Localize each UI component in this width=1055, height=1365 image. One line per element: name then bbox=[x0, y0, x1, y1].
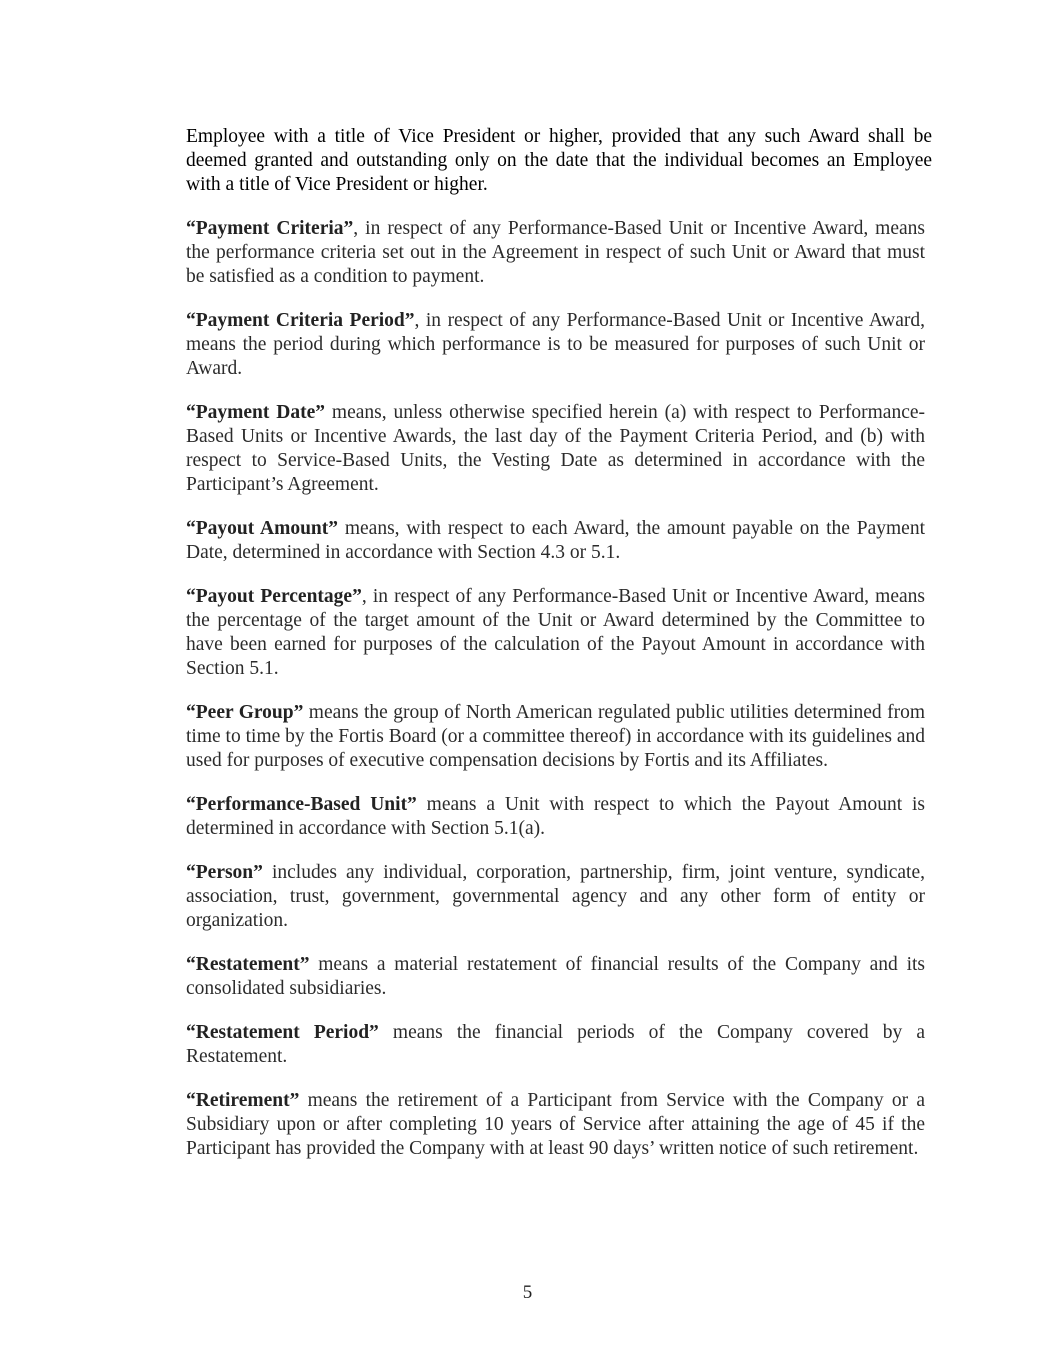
defined-term: “Performance-Based Unit” bbox=[186, 794, 417, 815]
definition-paragraph bbox=[186, 309, 925, 381]
definitions-list bbox=[186, 217, 925, 1161]
intro-paragraph: Employee with a title of Vice President or higher, provided that any such Award shall be deemed granted and outstanding only on the date that the individual becomes an Employee with a title of Vice President or higher. bbox=[186, 126, 932, 195]
defined-term: “Peer Group” bbox=[186, 702, 304, 723]
defined-term: “Payment Date” bbox=[186, 402, 326, 423]
defined-term: “Payment Criteria Period” bbox=[186, 310, 415, 331]
definition-paragraph bbox=[186, 517, 925, 565]
defined-term: “Payout Percentage” bbox=[186, 586, 362, 607]
definition-text: means a material restatement of financial results of the Company and its consolidated subsidiaries. bbox=[186, 954, 925, 999]
definition-text: means a Unit with respect to which the Payout Amount is determined in accordance with Section 5.1(a). bbox=[186, 794, 925, 839]
definition-paragraph bbox=[186, 585, 925, 681]
defined-term: “Retirement” bbox=[186, 1090, 300, 1111]
defined-term: “Restatement Period” bbox=[186, 1022, 379, 1043]
defined-term: “Person” bbox=[186, 862, 263, 883]
definition-paragraph bbox=[186, 217, 925, 289]
definition-paragraph bbox=[186, 861, 925, 933]
definition-text: means the retirement of a Participant from Service with the Company or a Subsidiary upon or after completing 10 years of Service after attaining the age of 45 if the Participant has provided the Company with at least 90 days’ written notice of such retirement. bbox=[186, 1090, 925, 1159]
definition-text: means, with respect to each Award, the amount payable on the Payment Date, determined in accordance with Section 4.3 or 5.1. bbox=[186, 518, 925, 563]
defined-term: “Restatement” bbox=[186, 954, 310, 975]
definition-text: means the group of North American regulated public utilities determined from time to time by the Fortis Board (or a committee thereof) in accordance with its guidelines and used for purposes of executive compensation decisions by Fortis and its Affiliates. bbox=[186, 702, 926, 771]
definition-paragraph bbox=[186, 1021, 925, 1069]
definition-text: , in respect of any Performance-Based Unit or Incentive Award, means the performance criteria set out in the Agreement in respect of such Unit or Award that must be satisfied as a condition to payment. bbox=[186, 218, 926, 287]
page-number: 5 bbox=[522, 1282, 533, 1303]
definition-text: means, unless otherwise specified herein (a) with respect to Performance-Based Units or Incentive Awards, the last day of the Payment Criteria Period, and (b) with respect to Service-Based Units, the Vesting Date as determined in accordance with the Participant’s Agreement. bbox=[186, 402, 925, 495]
definition-paragraph bbox=[186, 793, 925, 841]
definition-paragraph bbox=[186, 401, 925, 497]
definition-text: , in respect of any Performance-Based Unit or Incentive Award, means the period during which performance is to be measured for purposes of such Unit or Award. bbox=[186, 310, 925, 379]
definition-text: includes any individual, corporation, partnership, firm, joint venture, syndicate, association, trust, government, governmental agency and any other form of entity or organization. bbox=[186, 862, 925, 931]
definition-paragraph bbox=[186, 953, 925, 1001]
definition-text: means the financial periods of the Company covered by a Restatement. bbox=[186, 1022, 925, 1067]
defined-term: “Payout Amount” bbox=[186, 518, 339, 539]
defined-term: “Payment Criteria” bbox=[186, 218, 354, 239]
definition-text: , in respect of any Performance-Based Unit or Incentive Award, means the percentage of the target amount of the Unit or Award determined by the Committee to have been earned for purposes of the calculation of the Payout Amount in accordance with Section 5.1. bbox=[186, 586, 925, 679]
definition-paragraph bbox=[186, 701, 925, 773]
document-body bbox=[186, 125, 932, 1181]
definition-paragraph bbox=[186, 1089, 925, 1161]
